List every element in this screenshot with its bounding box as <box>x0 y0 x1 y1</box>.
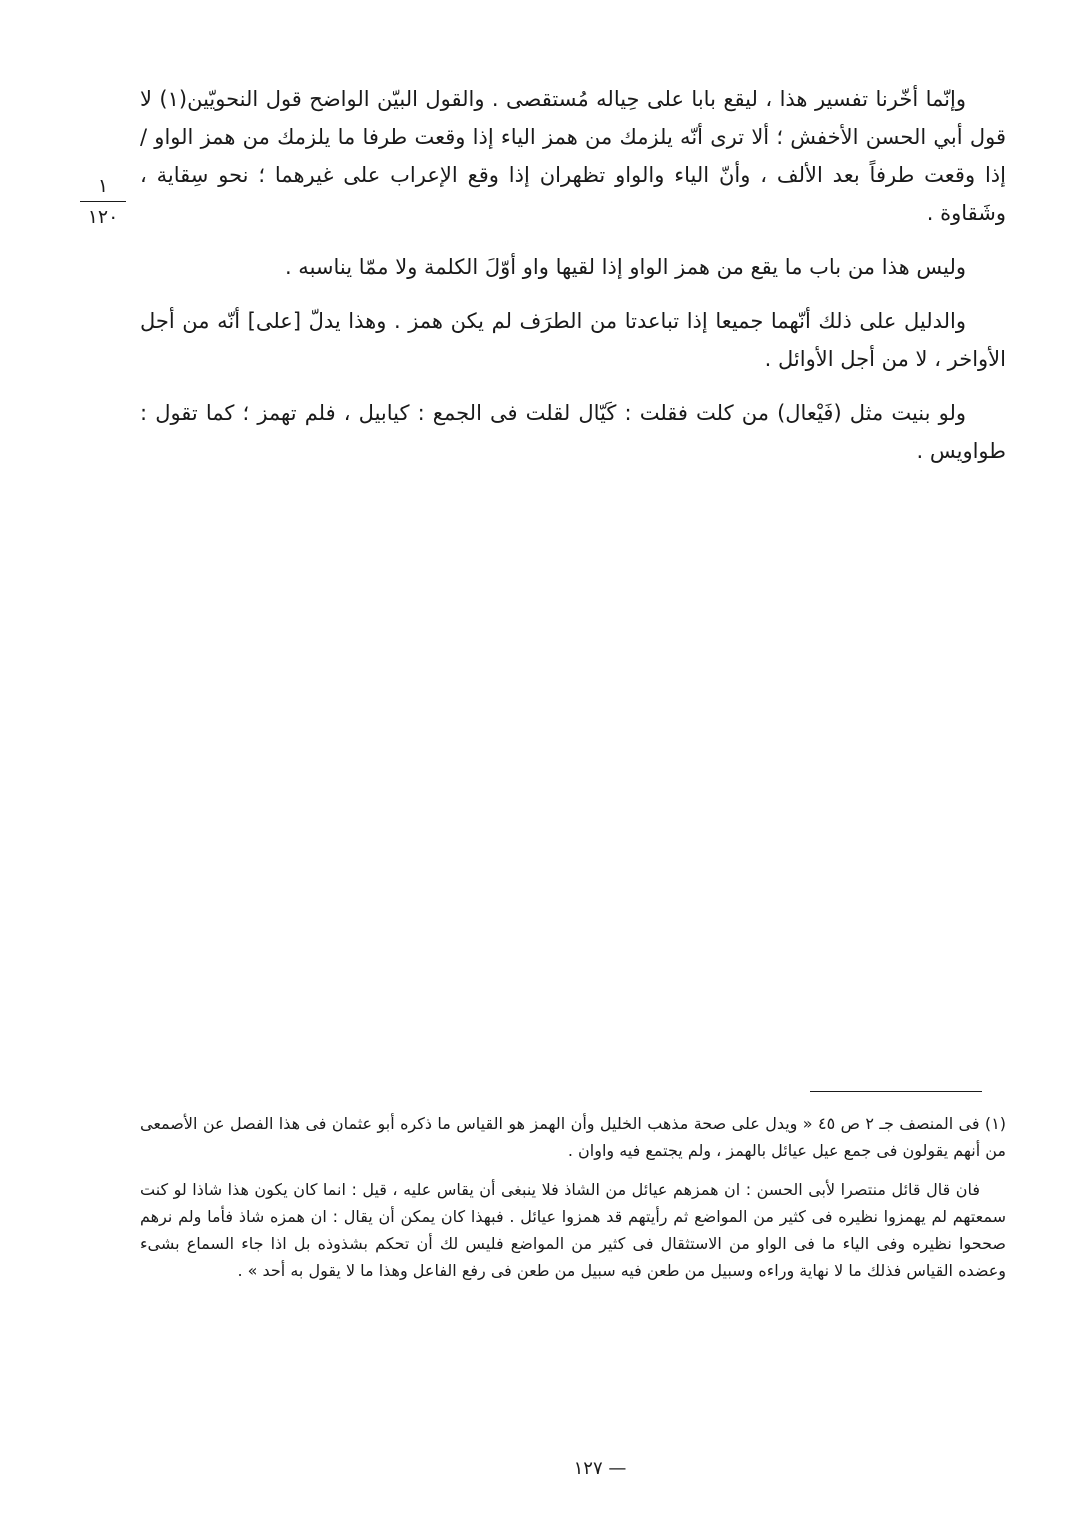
margin-fraction-bar <box>80 201 126 202</box>
footnote-1-continued: فان قال قائل منتصرا لأبى الحسن : ان همزهم عيائل من الشاذ فلا ينبغى أن يقاس عليه ، قيل : انما كان يكون هذا شاذا لو كنت سمعتهم لم يهمزوا نظيره فى كثير من المواضع ثم رأيتهم قد همزوا عيائل . فبهذا كان يمكن أن يقال : ان همزه شاذ فأما ولم نرهم صححوا نظيره وفى الياء ما فى الواو من الاستثقال فى كثير من المواضع فليس لك أن تحكم بشذوذه بل اذا جاء السماع بشىء وعضده القياس فذلك ما لا نهاية وراءه وسبيل من طعن فيه سبيل من طعن فى رفع الفاعل وهذا ما لا يقول به أحد » . <box>140 1180 1006 1280</box>
margin-reference-bottom: ١٢٠ <box>87 206 119 228</box>
paragraph-3: والدليل على ذلك أنّهما جميعا إذا تباعدتا من الطرَف لم يكن همز . وهذا يدلّ [على] أنّه من أجل الأواخر ، لا من أجل الأوائل . <box>140 309 1006 371</box>
footnote-divider <box>810 1091 982 1092</box>
margin-page-reference <box>78 175 128 228</box>
footnote-1: (١) فى المنصف جـ ٢ ص ٤٥ « ويدل على صحة مذهب الخليل وأن الهمز هو القياس ما ذكره أبو عثمان فى هذا الفصل عن الأصمعى من أنهم يقولون فى جمع عيل عيائل بالهمز ، ولم يجتمع فيه واوان . <box>140 1114 1007 1160</box>
page-number: — ١٢٧ <box>573 1458 627 1479</box>
paragraph-4: ولو بنيت مثل (فَيْعال) من كلت فقلت : كَيّال لقلت فى الجمع : كيابيل ، فلم تهمز ؛ كما تقول : طواويس . <box>140 401 1006 463</box>
main-text-block <box>140 80 1006 486</box>
footnotes-block <box>140 1110 1006 1296</box>
paragraph-1: وإنّما أخّرنا تفسير هذا ، ليقع بابا على حِياله مُستقصى . والقول البيّن الواضح قول النحويّين(١) لا قول أبي الحسن الأخفش ؛ ألا ترى أنّه يلزمك من همز الياء إذا وقعت طرفا ما يلزمك من همز الواو / إذا وقعت طرفاً بعد الألف ، وأنّ الياء والواو تظهران إذا وقع الإعراب على غيرهما ؛ نحو سِقاية ، وشَقاوة . <box>140 87 1006 225</box>
margin-reference-top: ١ <box>97 175 109 197</box>
paragraph-2: وليس هذا من باب ما يقع من همز الواو إذا لقيها واو أوّلَ الكلمة ولا ممّا يناسبه . <box>284 255 966 279</box>
